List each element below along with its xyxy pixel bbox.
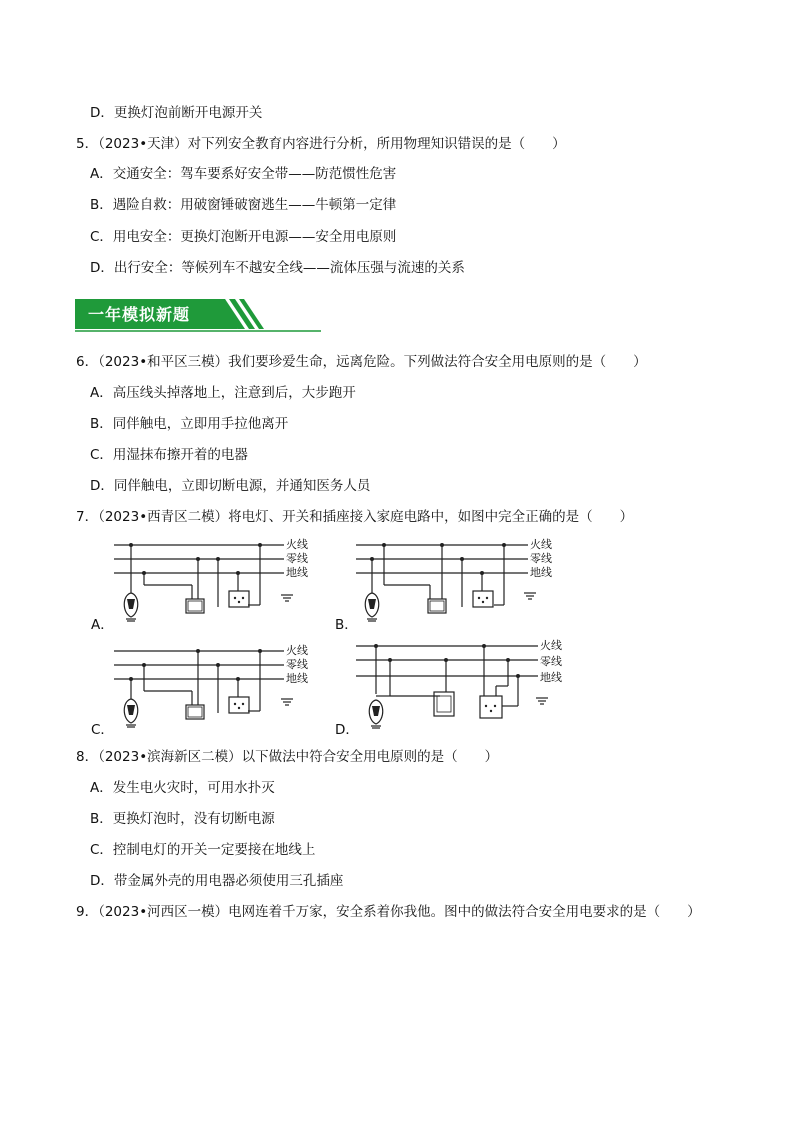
wire-label-neutral: 零线: [286, 658, 308, 671]
q9-stem: 9．（2023•河西区一模）电网连着千万家，安全系着你我他。图中的做法符合安全用电要求的是（ ）: [76, 904, 701, 920]
q5-stem: 5．（2023•天津）对下列安全教育内容进行分析，所用物理知识错误的是（ ）: [76, 136, 566, 152]
q6-stem: 6．（2023•和平区三模）我们要珍爱生命，远离危险。下列做法符合安全用电原则的是（ ）: [76, 354, 647, 370]
q7-stem: 7．（2023•西青区二模）将电灯、开关和插座接入家庭电路中，如图中完全正确的是（ ）: [76, 509, 634, 525]
wire-label-live: 火线: [286, 644, 308, 657]
circuit-diagram-a: [114, 535, 314, 631]
circuit-diagram-b: [356, 535, 566, 631]
wire-label-live: 火线: [540, 639, 562, 652]
wire-label-neutral: 零线: [286, 552, 308, 565]
q7-label-c[interactable]: C．: [91, 722, 114, 738]
q5-option-b: B．遇险自救：用破窗锤破窗逃生——牛顿第一定律: [90, 197, 397, 213]
q8-option-a: A．发生电火灾时，可用水扑灭: [90, 780, 275, 796]
wire-label-ground: 地线: [286, 672, 308, 685]
wire-label-ground: 地线: [540, 671, 562, 684]
section-title: 一年模拟新题: [88, 305, 191, 324]
q5-option-c: C．用电安全：更换灯泡断开电源——安全用电原则: [90, 229, 397, 245]
q8-option-d: D．带金属外壳的用电器必须使用三孔插座: [90, 873, 344, 889]
wire-label-live: 火线: [286, 538, 308, 551]
circuit-diagram-c: [114, 641, 314, 737]
q5-option-d: D．出行安全：等候列车不越安全线——流体压强与流速的关系: [90, 260, 465, 276]
q8-option-b: B．更换灯泡时，没有切断电源: [90, 811, 275, 827]
q7-label-a[interactable]: A．: [91, 617, 114, 633]
wire-label-neutral: 零线: [530, 552, 552, 565]
q4-option-d: D．更换灯泡前断开电源开关: [90, 105, 263, 121]
wire-label-live: 火线: [530, 538, 552, 551]
q6-option-d: D．同伴触电，立即切断电源，并通知医务人员: [90, 478, 371, 494]
q8-option-c: C．控制电灯的开关一定要接在地线上: [90, 842, 316, 858]
q7-label-b[interactable]: B．: [335, 617, 358, 633]
wire-label-ground: 地线: [286, 566, 308, 579]
q5-option-a: A．交通安全：驾车要系好安全带——防范惯性危害: [90, 166, 397, 182]
q6-option-a: A．高压线头掉落地上，注意到后，大步跑开: [90, 385, 356, 401]
q7-label-d[interactable]: D．: [335, 722, 359, 738]
q6-option-c: C．用湿抹布擦开着的电器: [90, 447, 248, 463]
q8-stem: 8．（2023•滨海新区二模）以下做法中符合安全用电原则的是（ ）: [76, 749, 499, 765]
q6-option-b: B．同伴触电，立即用手拉他离开: [90, 416, 289, 432]
circuit-diagram-d: [356, 636, 576, 736]
wire-label-neutral: 零线: [540, 655, 562, 668]
wire-label-ground: 地线: [530, 566, 552, 579]
